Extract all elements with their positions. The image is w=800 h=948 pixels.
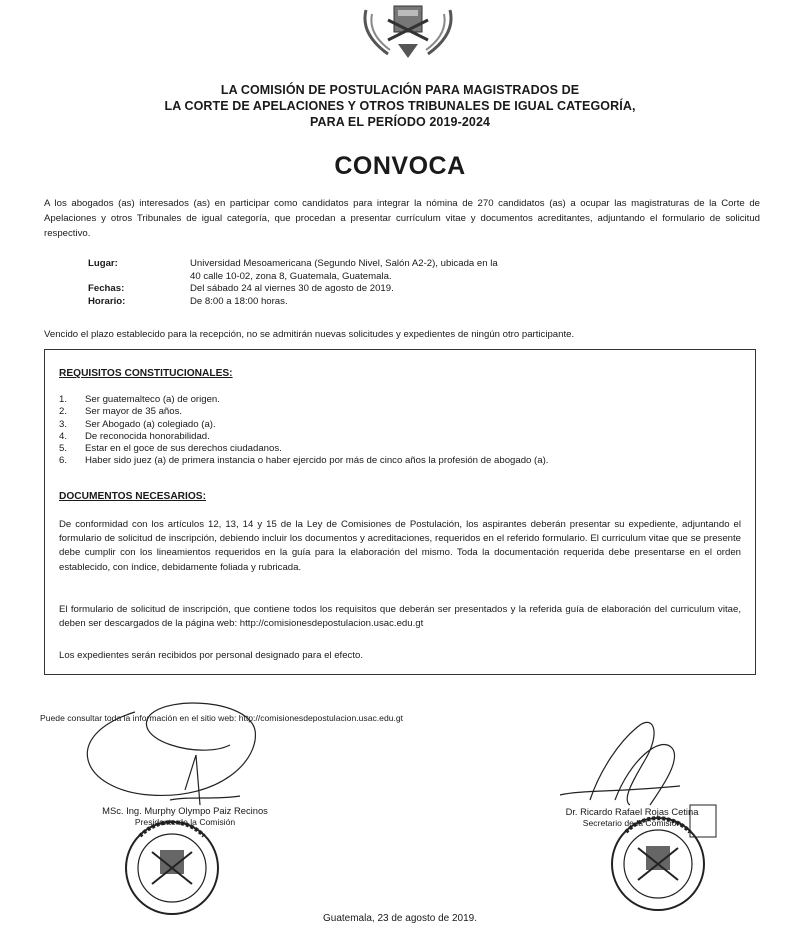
item-text: Haber sido juez (a) de primera instancia o haber ejercido por más de cinco años la profesión de abogado (a). [85,455,549,467]
documents-paragraph-3: Los expedientes serán recibidos por personal designado para el efecto. [59,650,364,661]
item-text: De reconocida honorabilidad. [85,430,210,442]
list-item [59,455,739,467]
left-seal-icon [126,822,218,914]
list-item [59,443,739,455]
requirements-box [44,349,756,675]
item-text: Ser Abogado (a) colegiado (a). [85,418,216,430]
deadline-notice: Vencido el plazo establecido para la recepción, no se admitirán nuevas solicitudes y expedientes de ningún otro participante. [44,329,575,340]
requirements-title: REQUISITOS CONSTITUCIONALES: [59,368,233,379]
header-line-3: PARA EL PERÍODO 2019-2024 [309,115,491,129]
item-number: 1. [59,394,68,405]
item-text: Ser guatemalteco (a) de origen. [85,394,220,405]
item-text: Ser mayor de 35 años. [85,406,183,418]
list-item [59,419,739,431]
documents-title: DOCUMENTOS NECESARIOS: [59,491,206,502]
item-number: 5. [59,443,68,455]
right-signatory-role: Secretario de la Comisión [582,818,682,828]
event-details [88,258,748,308]
left-signatory-role: Presidente de la Comisión [134,817,236,827]
coat-of-arms-icon [358,0,458,62]
list-item [59,431,739,443]
header-line-1: LA COMISIÓN DE POSTULACIÓN PARA MAGISTRADOS DE [220,83,580,97]
item-text: Estar en el goce de sus derechos ciudadanos. [85,443,282,455]
list-item [59,394,739,406]
detail-row-place [88,258,748,283]
requirements-list [59,394,739,468]
detail-label: Fechas: [88,283,125,294]
document-date: Guatemala, 23 de agosto de 2019. [322,913,477,924]
detail-row-dates [88,283,748,296]
item-number: 2. [59,406,68,418]
documents-paragraph-2: El formulario de solicitud de inscripción, que contiene todos los requisitos que deberán ser presentados y la referida guía de elaboración del curriculum vitae, deben ser descargados de la página web: http://comisionesdepostulacion.usac.edu.gt [59,604,741,630]
item-number: 6. [59,455,68,467]
list-item [59,406,739,418]
detail-label: Horario: [88,295,126,307]
intro-paragraph: A los abogados (as) interesados (as) en participar como candidatos para integrar la nómina de 270 candidatos (as) a ocupar las magistraturas de la Corte de Apelaciones y otros Tribunales de igual categoría, que procedan a presentar currículum vitae y documentos acreditantes, adjuntando el formulario de solicitud respectivo. [44,198,760,239]
item-number: 4. [59,430,68,442]
document-header [0,82,800,130]
page-title: CONVOCA [334,152,466,180]
detail-value: De 8:00 a 18:00 horas. [190,295,288,307]
consult-website-text: Puede consultar toda la información en el sitio web: http://comisionesdepostulacion.usac.edu.gt [40,713,404,723]
detail-row-hours [88,296,748,309]
detail-label: Lugar: [88,258,118,269]
documents-paragraph-1: De conformidad con los artículos 12, 13, 14 y 15 de la Ley de Comisiones de Postulación, los aspirantes deberán presentar su expediente, adjuntando el formulario de solicitud de inscripción, debiendo incluir los documentos y acreditaciones, requeridos en el referido formulario. El curriculum vitae que se presente debe cumplir con los lineamientos requeridos en la guía para la elaboración del mismo. Toda la documentación requerida debe presentarse en el orden establecido, con índice, debidamente foliada y rubricada. [59,519,741,573]
right-seal-icon [612,818,704,910]
detail-value: Del sábado 24 al viernes 30 de agosto de 2019. [190,283,394,294]
item-number: 3. [59,418,68,430]
left-signatory-name: MSc. Ing. Murphy Olympo Paiz Recinos [102,805,268,816]
header-line-2: LA CORTE DE APELACIONES Y OTROS TRIBUNALES DE IGUAL CATEGORÍA, [164,99,636,113]
detail-value: Universidad Mesoamericana (Segundo Nivel, Salón A2-2), ubicada en la 40 calle 10-02, zona 8, Guatemala, Guatemala. [190,258,498,282]
right-signatory-name: Dr. Ricardo Rafael Rojas Cetina [565,806,699,817]
